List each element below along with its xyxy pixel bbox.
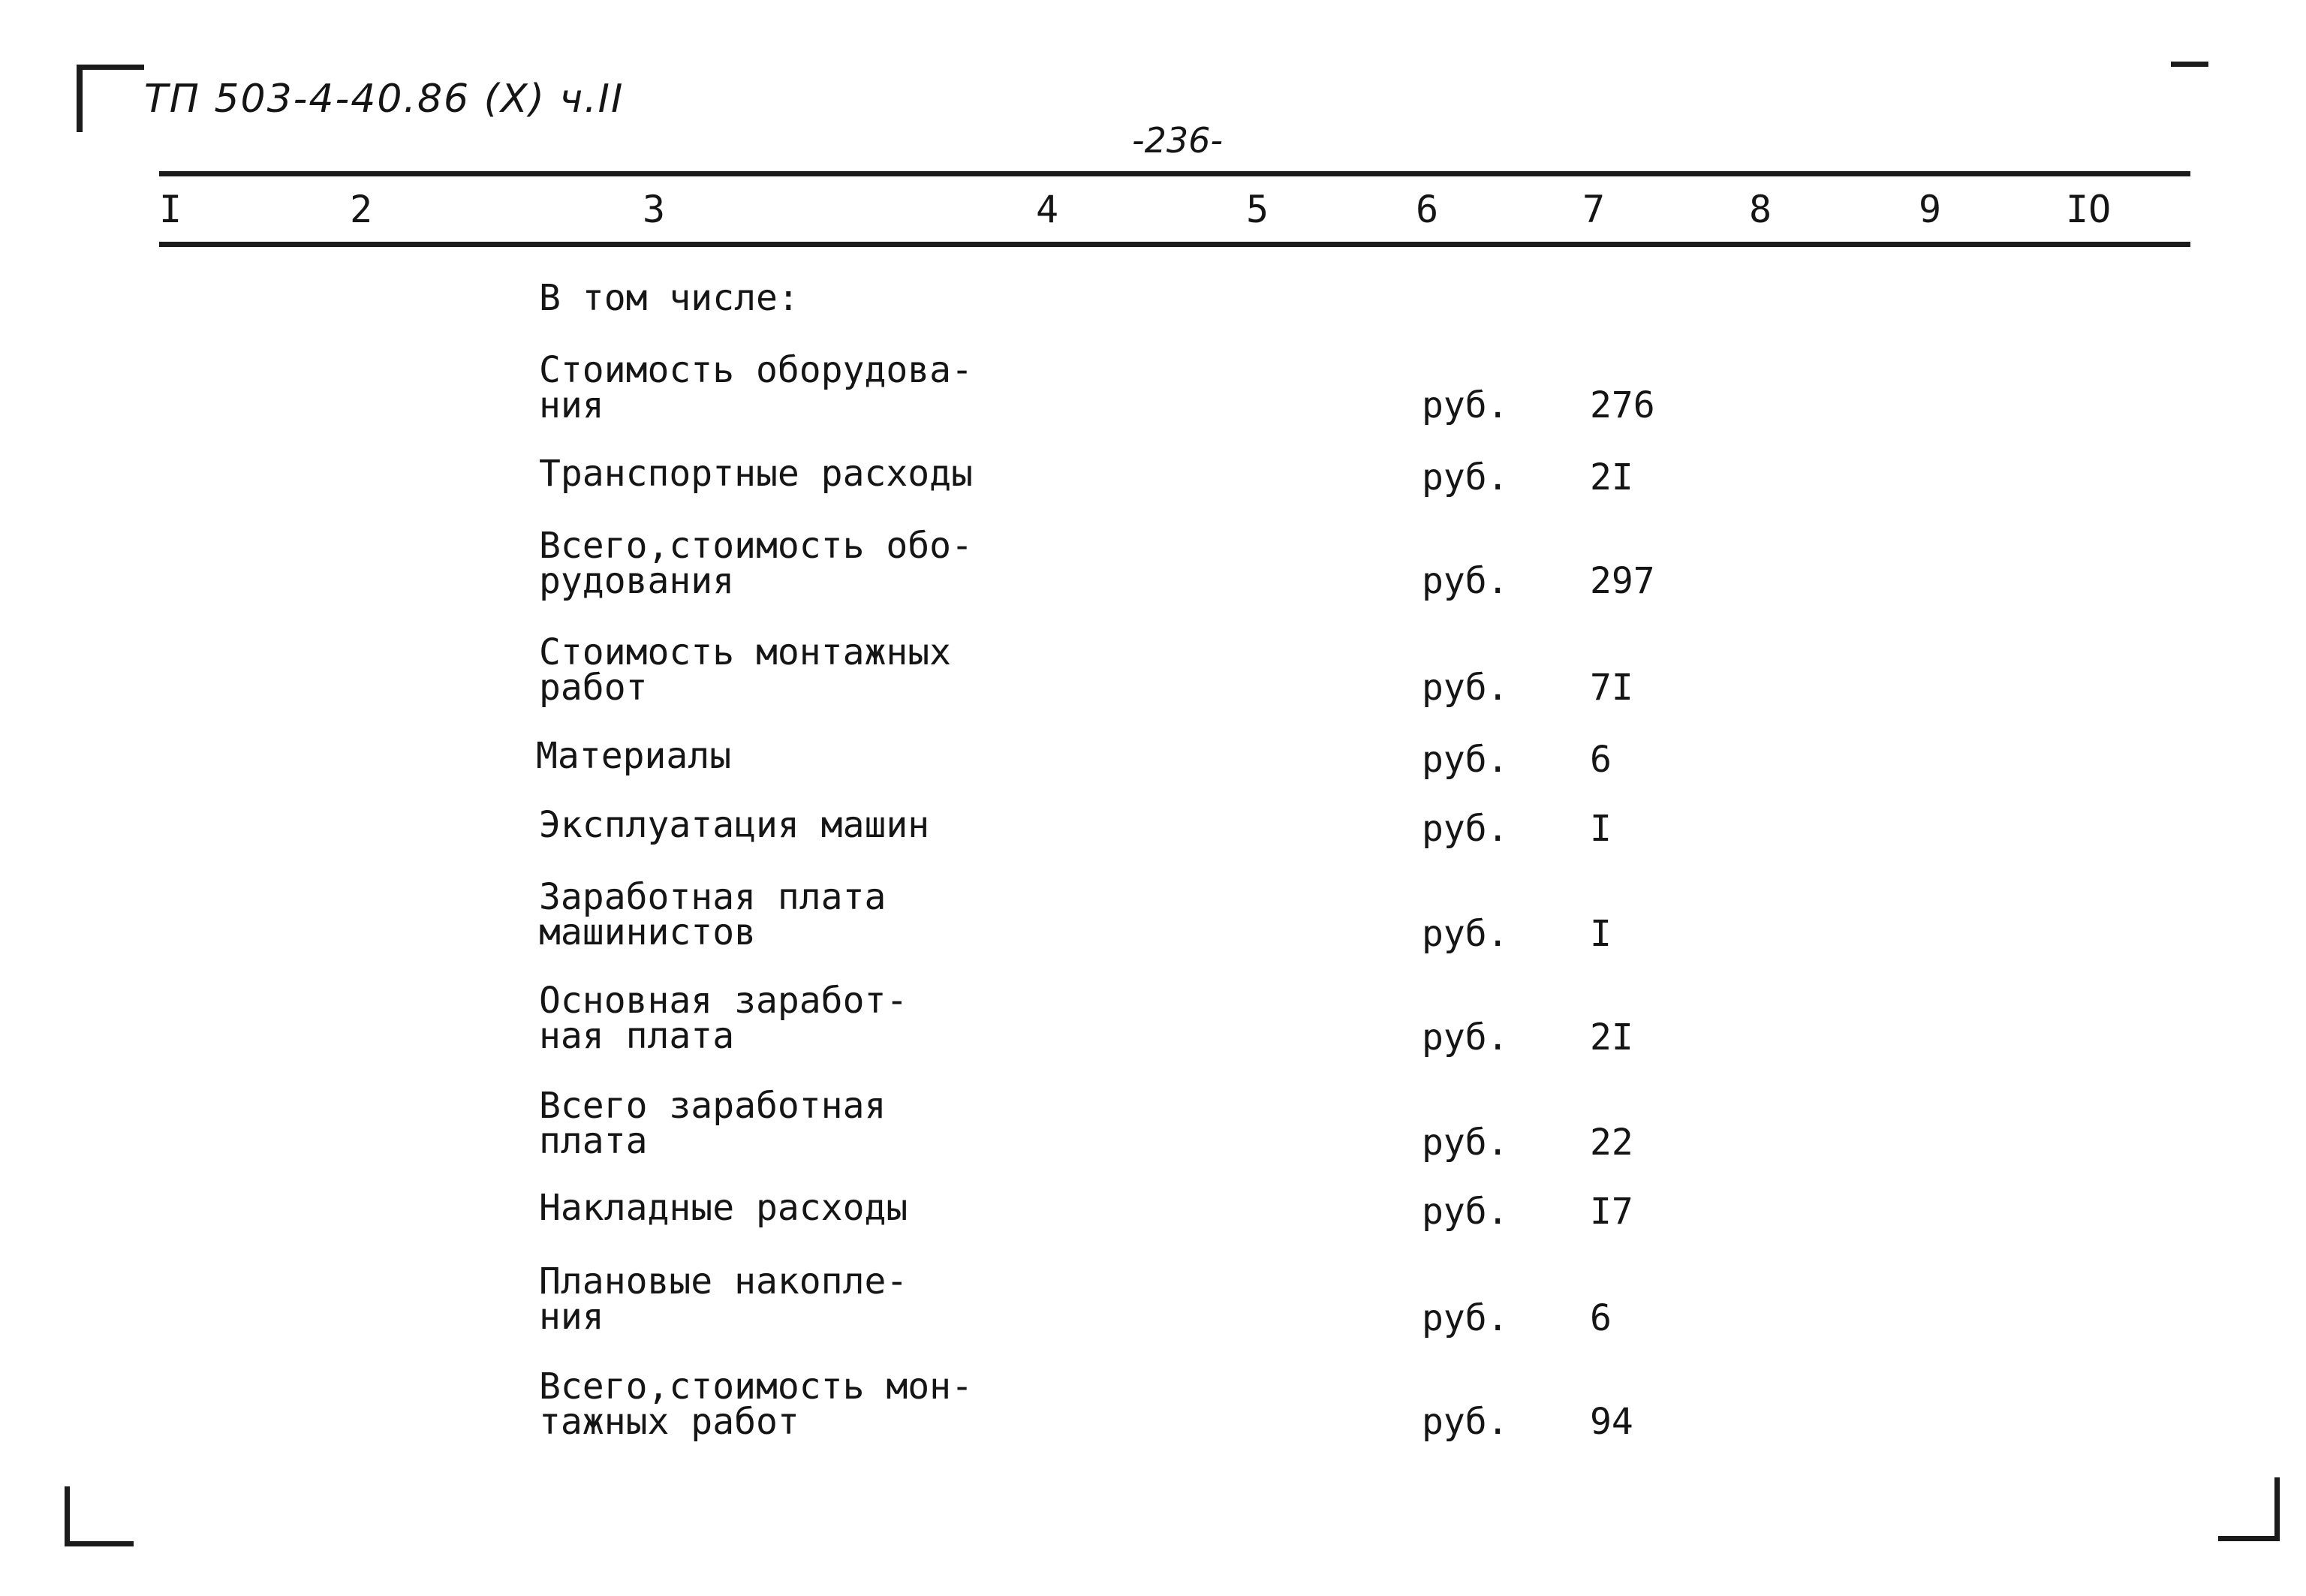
row-name: Плановые накопле- ния <box>539 1260 908 1338</box>
row-unit: руб. <box>1422 1297 1509 1339</box>
table-top-rule <box>159 171 2190 176</box>
row-name: Всего,стоимость обо- рудования <box>539 525 973 602</box>
row-name: Материалы <box>536 735 732 777</box>
row-value: 7I <box>1590 667 1633 709</box>
corner-mark-bottom-left-horizontal <box>65 1541 134 1546</box>
row-value: I <box>1590 913 1612 955</box>
column-header-4: 4 <box>1036 188 1059 231</box>
row-unit: руб. <box>1422 808 1509 850</box>
row-name: Эксплуатация машин <box>539 804 930 846</box>
column-header-6: 6 <box>1416 188 1439 231</box>
column-header-3: 3 <box>643 188 666 231</box>
row-value: 2I <box>1590 456 1633 498</box>
row-name: Накладные расходы <box>539 1187 908 1229</box>
row-value: 276 <box>1590 384 1655 426</box>
row-unit: руб. <box>1422 456 1509 498</box>
row-unit: руб. <box>1422 739 1509 781</box>
table-header-rule <box>159 242 2190 247</box>
row-value: 2I <box>1590 1016 1633 1058</box>
corner-mark-top-right <box>2171 62 2208 67</box>
document-code: ТП 503-4-40.86 (X) ч.II <box>144 77 625 122</box>
row-unit: руб. <box>1422 1122 1509 1164</box>
column-header-1: I <box>159 188 182 231</box>
row-value: 22 <box>1590 1122 1633 1164</box>
row-value: 6 <box>1590 739 1612 781</box>
row-unit: руб. <box>1422 1016 1509 1058</box>
row-name: Всего заработная плата <box>539 1085 887 1162</box>
row-unit: руб. <box>1422 560 1509 602</box>
column-header-2: 2 <box>350 188 373 231</box>
row-name: Стоимость оборудова- ния <box>539 349 973 426</box>
corner-mark-top-left-horizontal <box>77 65 144 70</box>
column-header-10: IO <box>2066 188 2112 231</box>
row-name: Всего,стоимость мон- тажных работ <box>539 1366 973 1443</box>
row-unit: руб. <box>1422 913 1509 955</box>
section-label: В том числе: <box>539 277 799 319</box>
column-header-9: 9 <box>1919 188 1942 231</box>
corner-mark-bottom-right-horizontal <box>2218 1536 2280 1541</box>
row-name: Транспортные расходы <box>539 453 973 495</box>
column-header-5: 5 <box>1246 188 1269 231</box>
corner-mark-top-left <box>77 65 83 132</box>
page-number: -236- <box>1132 120 1223 161</box>
row-unit: руб. <box>1422 667 1509 709</box>
row-name: Заработная плата машинистов <box>539 876 887 953</box>
row-value: I7 <box>1590 1191 1633 1233</box>
row-unit: руб. <box>1422 1401 1509 1443</box>
row-unit: руб. <box>1422 1191 1509 1233</box>
row-value: 94 <box>1590 1401 1633 1443</box>
column-header-8: 8 <box>1749 188 1772 231</box>
row-name: Основная заработ- ная плата <box>539 980 908 1057</box>
row-unit: руб. <box>1422 384 1509 426</box>
corner-mark-bottom-right <box>2274 1477 2280 1540</box>
row-value: I <box>1590 808 1612 850</box>
column-header-7: 7 <box>1582 188 1606 231</box>
row-value: 6 <box>1590 1297 1612 1339</box>
row-value: 297 <box>1590 560 1655 602</box>
corner-mark-bottom-left <box>65 1486 70 1546</box>
row-name: Стоимость монтажных работ <box>539 631 952 709</box>
